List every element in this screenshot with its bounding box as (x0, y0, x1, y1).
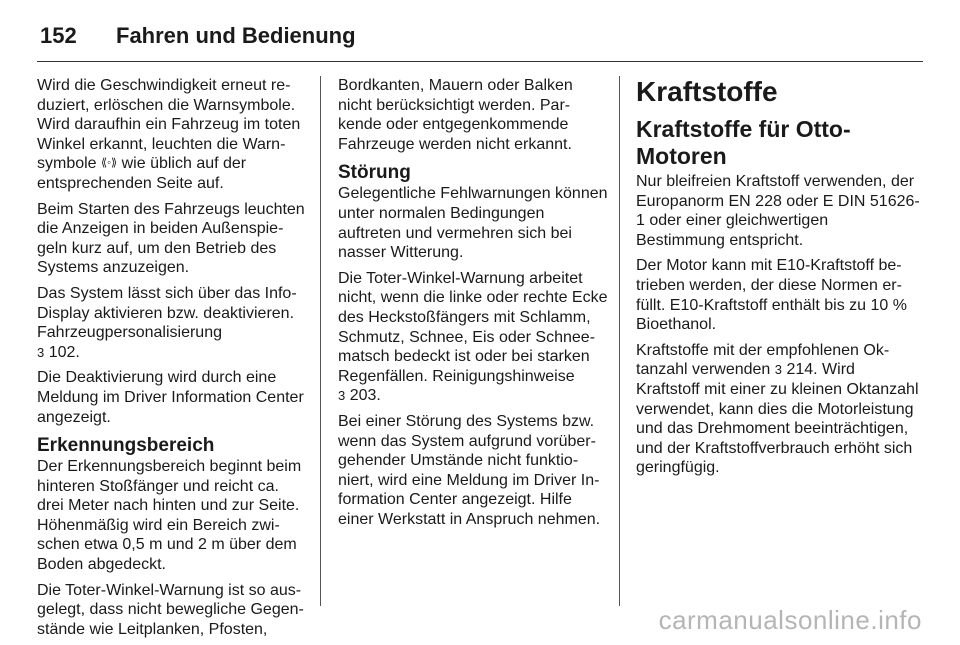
blind-spot-warning-icon: ⟪◦⟫ (101, 157, 118, 170)
paragraph: Beim Starten des Fahrzeugs leuchten die Anzeigen in beiden Außenspiegeln kurz auf, um den Betrieb des Systems anzuzeigen. (37, 200, 305, 277)
paragraph: Nur bleifreien Kraftstoff verwenden, der Europanorm EN 228 oder E DIN 51626-1 oder einer gleichwertigen Bestimmung entspricht. (636, 173, 920, 249)
paragraph: Gelegentliche Fehlwarnungen können unter normalen Bedingungen auftreten und vermehren sich bei nasser Witterung. (338, 185, 608, 262)
paragraph: Die Deaktivierung wird durch eine Meldung im Driver Information Center angezeigt. (37, 369, 304, 426)
paragraph: Bei einer Störung des Systems bzw. wenn das System aufgrund vorübergehender Umstände nicht funktioniert, wird eine Meldung im Driver Information Center angezeigt. Hilfe einer Werkstatt in Anspruch nehmen. (338, 412, 601, 528)
page-reference-icon: 3 (774, 362, 782, 378)
paragraph: Wird die Geschwindigkeit erneut reduziert, erlöschen die Warnsymbole. Wird daraufhin ein Fahrzeug im toten Winkel erkannt, leuchten die Warnsymbole ⟪◦⟫ wie üblich auf der entsprechenden Seite auf. (37, 77, 301, 192)
page-reference-icon: 3 (37, 344, 45, 360)
column-2 (338, 76, 608, 535)
page-title: Fahren und Bedienung (116, 23, 356, 48)
section-heading: Störung (338, 162, 411, 184)
column-divider (320, 76, 321, 606)
paragraph: Das System lässt sich über das Info-Display aktivieren bzw. deaktivieren. Fahrzeugpersonalisierung 3 102. (37, 284, 297, 361)
paragraph: Die Toter-Winkel-Warnung ist so ausgelegt, dass nicht bewegliche Gegenstände wie Leitplanken, Pfosten, (37, 581, 304, 638)
paragraph: Kraftstoffe mit der empfohlenen Oktanzahl verwenden 3 214. Wird Kraftstoff mit einer zu kleinen Oktanzahl verwendet, kann dies die Motorleistung und das Drehmoment beeinträchtigen, und der Kraftstoffverbrauch erhöht sich geringfügig. (636, 341, 919, 477)
page-reference-icon: 3 (338, 388, 346, 404)
page-number: 152 (40, 23, 77, 48)
page-reference-link[interactable]: 214. (786, 361, 818, 379)
page-header (40, 16, 920, 56)
chapter-heading: Kraftstoffe (636, 76, 778, 107)
paragraph: Die Toter-Winkel-Warnung arbeitet nicht, wenn die linke oder rechte Ecke des Heckstoßfängers mit Schlamm, Schmutz, Schnee, Eis oder Schneematsch bedeckt ist oder bei starken Regenfällen. Reinigungshinweise 3 203. (338, 269, 608, 405)
watermark: carmanualsonline.info (658, 605, 922, 635)
page-reference-link[interactable]: 203. (349, 387, 381, 405)
column-1 (37, 76, 307, 645)
column-divider (619, 76, 620, 606)
paragraph: Der Erkennungsbereich beginnt beim hinteren Stoßfänger und reicht ca. drei Meter nach hinten und zur Seite. Höhenmäßig wird ein Bereich zwischen etwa 0,5 m und 2 m über dem Boden abgedeckt. (37, 458, 302, 574)
column-3 (636, 76, 921, 484)
paragraph: Bordkanten, Mauern oder Balken nicht berücksichtigt werden. Parkende oder entgegenkommende Fahrzeuge werden nicht erkannt. (338, 77, 573, 153)
section-heading: Erkennungsbereich (37, 435, 215, 457)
section-heading: Kraftstoffe für Otto-Motoren (636, 116, 851, 169)
header-rule (37, 61, 923, 62)
page-reference-link[interactable]: 102. (48, 343, 80, 361)
paragraph: Der Motor kann mit E10-Kraftstoff betrieben werden, der diese Normen erfüllt. E10-Kraftstoff enthält bis zu 10 % Bioethanol. (636, 257, 907, 334)
